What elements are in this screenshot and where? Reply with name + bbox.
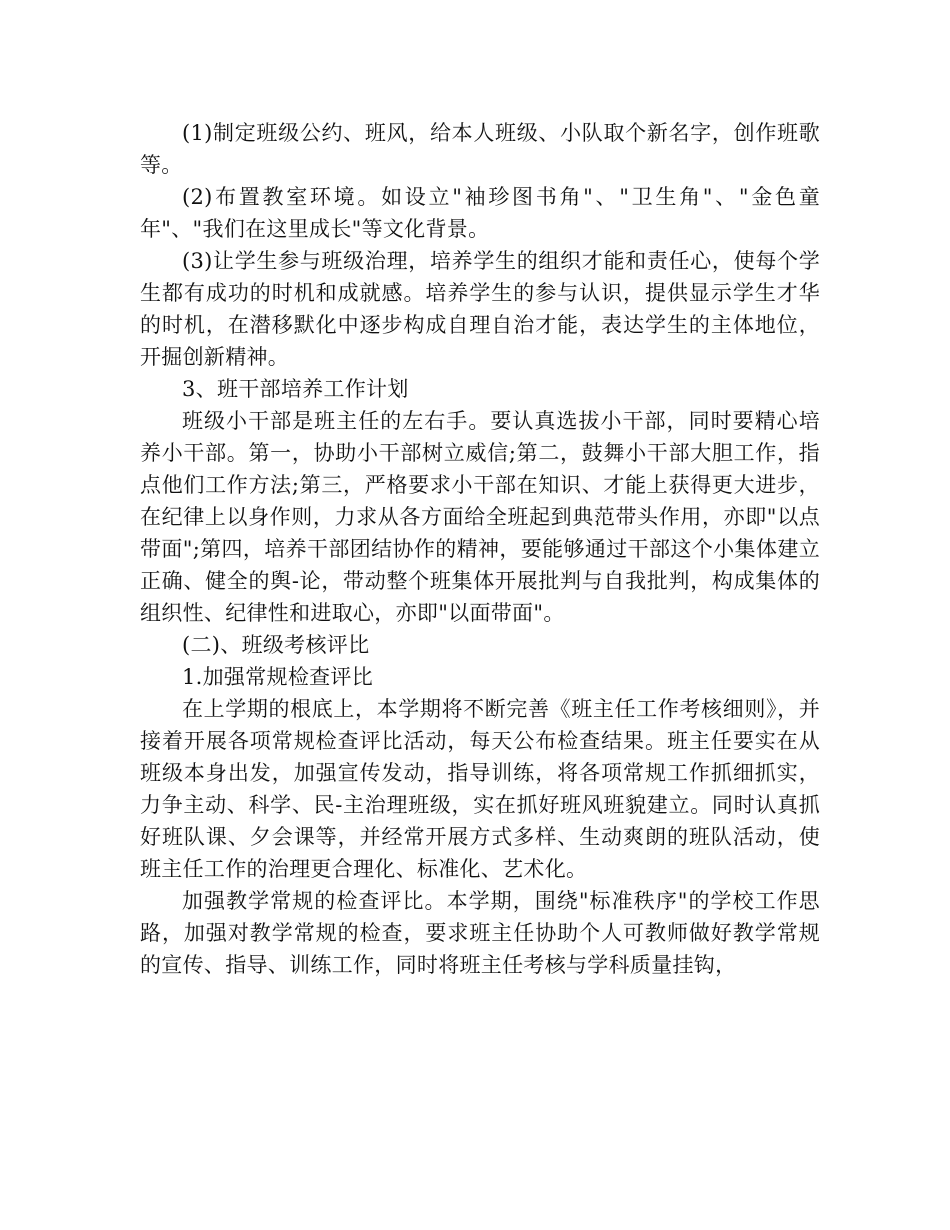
subheading-routine-inspection: 1.加强常规检查评比 [182,665,374,689]
paragraph-class-convention: (1)制定班级公约、班风，给本人班级、小队取个新名字，创作班歌等。 [140,121,820,177]
paragraph-teaching-routine: 加强教学常规的检查评比。本学期，围绕"标准秩序"的学校工作思路，加强对教学常规的检查，要求班主任协助个人可教师做好教学常规的宣传、指导、训练工作，同时将班主任考核与学科质量挂钩， [140,889,820,977]
section-heading-cadre-training: 3、班干部培养工作计划 [182,377,409,401]
document-body [140,117,820,981]
paragraph-cadre-training: 班级小干部是班主任的左右手。要认真选拔小干部，同时要精心培养小干部。第一，协助小干部树立威信;第二，鼓舞小干部大胆工作，指点他们工作方法;第三，严格要求小干部在知识、才能上获得更大进步，在纪律上以身作则，力求从各方面给全班起到典范带头作用，亦即"以点带面";第四，培养干部团结协作的精神，要能够通过干部这个小集体建立正确、健全的舆-论，带动整个班集体开展批判与自我批判，构成集体的组织性、纪律性和进取心，亦即"以面带面"。 [140,409,820,625]
paragraph-classroom-environment: (2)布置教室环境。如设立"袖珍图书角"、"卫生角"、"金色童年"、"我们在这里成长"等文化背景。 [140,185,820,241]
paragraph-routine-inspection: 在上学期的根底上，本学期将不断完善《班主任工作考核细则》，并接着开展各项常规检查评比活动，每天公布检查结果。班主任要实在从班级本身出发，加强宣传发动，指导训练，将各项常规工作抓细抓实，力争主动、科学、民-主治理班级，实在抓好班风班貌建立。同时认真抓好班队课、夕会课等，并经常开展方式多样、生动爽朗的班队活动，使班主任工作的治理更合理化、标准化、艺术化。 [140,697,820,881]
paragraph-student-governance: (3)让学生参与班级治理，培养学生的组织才能和责任心，使每个学生都有成功的时机和成就感。培养学生的参与认识，提供显示学生才华的时机，在潜移默化中逐步构成自理自治才能，表达学生的主体地位，开掘创新精神。 [140,249,820,369]
section-heading-class-evaluation: (二)、班级考核评比 [182,633,370,657]
